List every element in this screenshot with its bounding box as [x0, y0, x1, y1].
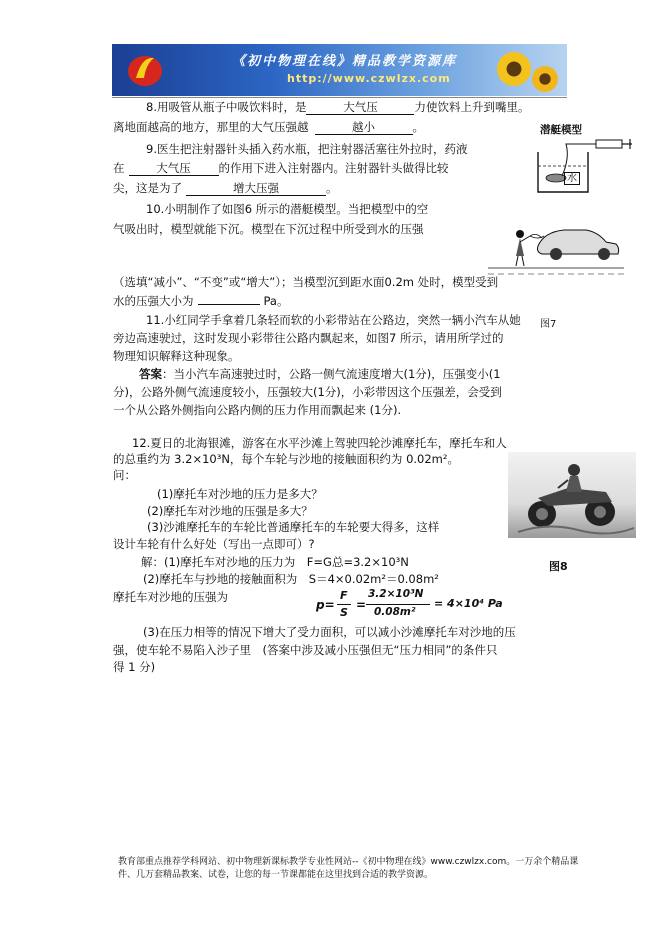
q11-answer-line2: 分)，公路外侧气流速度较小，压强较大(1分)，小彩带因这个压强差，会受到: [113, 385, 502, 399]
fig7-label: 图7: [540, 319, 557, 330]
q12-sub3: (3)沙滩摩托车的车轮比普通摩托车的车轮要大得多，这样: [147, 520, 440, 534]
fig6-label: 潜艇模型: [540, 124, 582, 136]
q10-line2: 气吸出时，模型就能下沉。模型在下沉过程中所受到水的压强: [113, 222, 424, 236]
q12-sub1: (1)摩托车对沙地的压力是多大？: [157, 487, 323, 501]
car-girl-illustration-icon: [486, 212, 626, 278]
sunflower-decoration-icon: [497, 52, 531, 86]
q9-blank1: 大气压: [129, 162, 219, 176]
figure-7-car-ribbon: [486, 212, 626, 278]
q9-line3: 尖，这是为了 增大压强 。: [113, 181, 338, 195]
q12-line2: 的总重约为 3.2×10³N，每个车轮与沙地的接触面积约为 0.02m²。: [113, 452, 459, 466]
site-logo-icon: [124, 48, 166, 90]
q10-line4: 水的压强大小为 Pa。: [113, 294, 289, 308]
q12-line7: 设计车轮有什么好处（写出一点即可）?: [113, 537, 315, 551]
q12-sol5: 强，使车轮不易陷入沙子里 (答案中涉及减小压强但无“压力相同”的条件只: [113, 643, 498, 657]
q12-sol3: 摩托车对沙地的压强为: [113, 590, 228, 604]
q12-sol1: 解：(1)摩托车对沙地的压力为 F=G总=3.2×10³N: [141, 555, 409, 569]
syringe-container-diagram-icon: [526, 136, 636, 198]
header-banner: [112, 44, 567, 96]
banner-url[interactable]: http://www.czwlzx.com: [287, 72, 451, 85]
q11-answer-line1: 答案：当小汽车高速驶过时，公路一侧气流速度增大(1分)，压强变小(1: [139, 367, 501, 381]
q9-line1: 9.医生把注射器针头插入药水瓶，把注射器活塞往外拉时，药液: [146, 142, 468, 156]
q8-blank1: 大气压: [306, 101, 414, 115]
q11-line1: 11.小红同学手拿着几条轻而软的小彩带站在公路边，突然一辆小汽车从她: [146, 313, 521, 327]
q12-line3: 问：: [113, 468, 136, 482]
banner-title: 《初中物理在线》精品教学资源库: [232, 54, 458, 69]
answer-label: 答案: [139, 367, 162, 381]
atv-rider-icon: [508, 452, 636, 538]
q10-line1: 10.小明制作了如图6 所示的潜艇模型。当把模型中的空: [146, 202, 429, 216]
q12-sol2: (2)摩托车与抄地的接触面积为 S＝4×0.02m²＝0.08m²: [143, 572, 439, 586]
q12-sol6: 得 1 分): [113, 660, 156, 674]
q10-line3: （选填“减小”、“不变”或“增大”）；当模型沉到距水面0.2m 处时，模型受到: [113, 275, 499, 289]
q12-sol4: (3)在压力相等的情况下增大了受力面积，可以减小沙滩摩托车对沙地的压: [143, 625, 516, 639]
q9-blank2: 增大压强: [186, 182, 326, 196]
header-divider: [112, 97, 567, 98]
q11-line3: 物理知识解释这种现象。: [113, 349, 240, 363]
figure-8-atv-photo: [508, 452, 636, 538]
fig6-water-label: 水: [564, 172, 580, 185]
q10-blank: [198, 304, 260, 305]
figure-6-submarine-model: [526, 122, 636, 198]
q11-line2: 旁边高速驶过，这时发现小彩带往公路内飘起来，如图7 所示，请用所学过的: [113, 331, 504, 345]
sunflower-decoration-icon: [532, 66, 558, 92]
q9-line2: 在 大气压 的作用下进入注射器内。注射器针头做得比较: [113, 161, 449, 175]
fig8-label: 图8: [549, 560, 568, 573]
q12-line1: 12.夏日的北海银滩，游客在水平沙滩上驾驶四轮沙滩摩托车，摩托车和人: [132, 436, 507, 450]
q8-line2: 离地面越高的地方，那里的大气压强越 越小 。: [113, 120, 424, 134]
q12-sub2: (2)摩托车对沙地的压强是多大？: [147, 504, 313, 518]
q8-blank2: 越小: [315, 121, 413, 135]
q8-line1: 8.用吸管从瓶子中吸饮料时，是 大气压 力使饮料上升到嘴里。: [146, 100, 530, 114]
page-footer: 教育部重点推荐学科网站、初中物理新课标教学专业性网站--《初中物理在线》www.czwlzx.com。一万余个精品课件、几万套精品教案、试卷，让您的每一节课都能在这里找到合适的教学资源。: [118, 857, 579, 880]
pressure-formula: p= F S = 3.2×10³N 0.08m² = 4×10⁴ Pa: [316, 588, 503, 619]
q11-answer-line3: 一个从公路外侧指向公路内侧的压力作用而飘起来 (1分).: [113, 403, 402, 417]
